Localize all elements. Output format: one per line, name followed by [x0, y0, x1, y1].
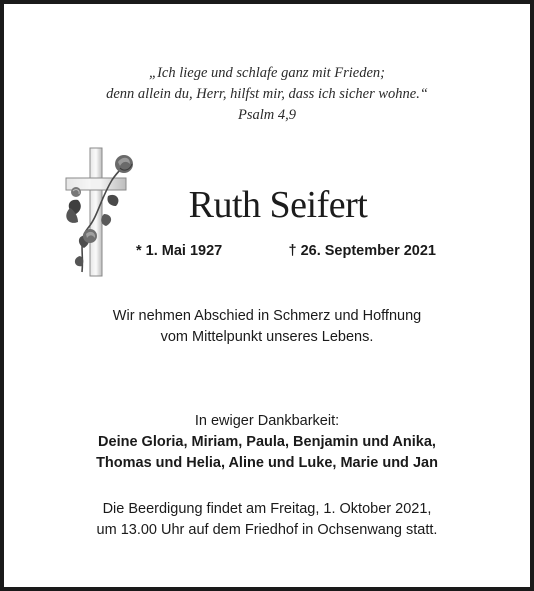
farewell-line-1: Wir nehmen Abschied in Schmerz und Hoffnung: [112, 308, 422, 324]
funeral-line-1: Die Beerdigung findet am Freitag, 1. Oktober 2021,: [102, 501, 432, 517]
birth-date: * 1. Mai 1927: [136, 243, 223, 259]
deceased-name: Ruth Seifert: [188, 184, 368, 226]
verse-line-2: denn allein du, Herr, hilfst mir, dass ich sicher wohne.“: [106, 86, 428, 102]
mourners-line-2: Thomas und Helia, Aline und Luke, Marie und Jan: [96, 455, 438, 471]
mourners-section: [4, 411, 530, 474]
farewell-line-2: vom Mittelpunkt unseres Lebens.: [160, 329, 374, 345]
funeral-line-2: um 13.00 Uhr auf dem Friedhof in Ochsenwang statt.: [96, 522, 438, 538]
mourners-intro: In ewiger Dankbarkeit:: [194, 413, 340, 429]
mourners-line-1: Deine Gloria, Miriam, Paula, Benjamin und Anika,: [98, 434, 436, 450]
farewell-text: [4, 306, 530, 348]
verse-line-1: „Ich liege und schlafe ganz mit Frieden;: [149, 65, 385, 81]
obituary-notice: [4, 4, 530, 587]
death-date: † 26. September 2021: [288, 243, 436, 259]
funeral-info: [4, 499, 530, 541]
cross-with-roses-icon: [60, 144, 140, 278]
verse-reference: Psalm 4,9: [238, 107, 296, 123]
psalm-verse: [4, 63, 530, 126]
life-dates: [136, 241, 436, 261]
